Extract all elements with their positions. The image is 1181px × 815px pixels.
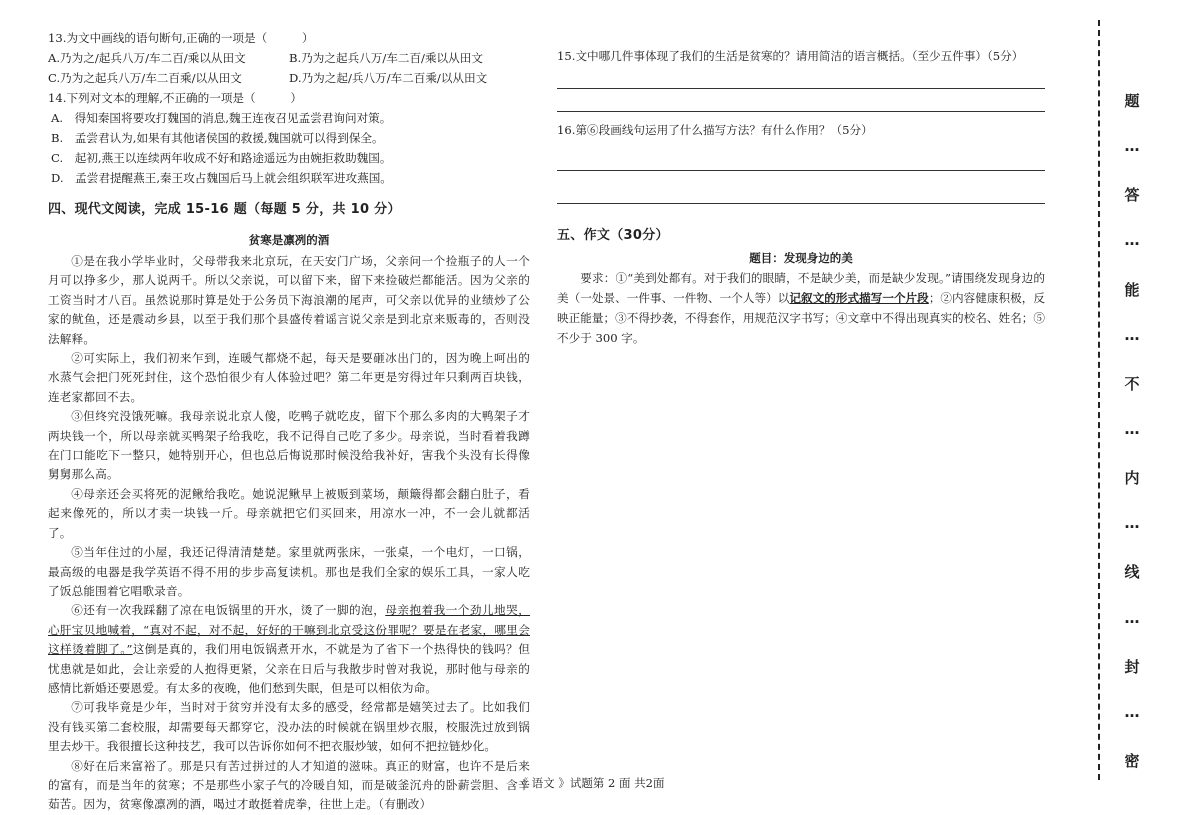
article-paragraph-3: ③但终究没饿死嘛。我母亲说北京人傻，吃鸭子就吃皮，留下个那么多肉的大鸭架子才两块钱一个，所以母亲就买鸭架子给我吃，我不记得自己吃了多少。母亲说，当时看着我蹲在门口能吃下一整只，她特别开心，但也总后悔说那时候没给我补好，害我个头没有长得像舅舅那么高。 bbox=[48, 409, 530, 482]
question-14 bbox=[48, 88, 530, 188]
article-paragraph-5: ⑤当年住过的小屋，我还记得清清楚楚。家里就两张床，一张桌，一个电灯，一口锅，最高级的电器是我学英语不得不用的步步高复读机。那也是我们全家的娱乐工具，一家人吃了饭总能围着它唱歌录音。 bbox=[48, 545, 530, 598]
article-title: 贫寒是凛冽的酒 bbox=[248, 233, 330, 247]
essay-requirements bbox=[557, 268, 1045, 348]
q16-stem: 16.第⑥段画线句运用了什么描写方法？有什么作用？（5分） bbox=[557, 123, 873, 137]
question-16 bbox=[557, 120, 1045, 204]
q15-answer-line-1[interactable] bbox=[557, 88, 1045, 89]
binding-char: 答 bbox=[1124, 186, 1140, 204]
binding-dashed-line bbox=[1098, 20, 1100, 780]
q16-answer-line-1[interactable] bbox=[557, 170, 1045, 171]
article-paragraph-1: ①是在我小学毕业时，父母带我来北京玩，在天安门广场，父亲问一个捡瓶子的人一个月可以挣多少，那人说两千。所以父亲说，可以留下来，留下来捡破烂都能活。因为父亲的工资当时才八百。虽然说那时算是处于公务员下海浪潮的尾声，可父亲以优异的业绩炒了公家的鱿鱼，还是震动乡县，以至于我们那个县盛传着谣言说父亲是到北京来贩毒的，否则没法解释。 bbox=[48, 254, 530, 346]
binding-char: … bbox=[1124, 420, 1140, 438]
q15-stem: 15.文中哪几件事体现了我们的生活是贫寒的？请用简洁的语言概括。（至少五件事）（5分） bbox=[557, 49, 1024, 63]
q15-answer-line-2[interactable] bbox=[557, 111, 1045, 112]
q16-answer-line-2[interactable] bbox=[557, 203, 1045, 204]
binding-char: … bbox=[1124, 609, 1140, 627]
binding-margin bbox=[1090, 10, 1160, 790]
page-footer: 《 语文 》试题第 2 面 共2面 bbox=[516, 776, 665, 790]
binding-char: 能 bbox=[1124, 281, 1140, 299]
section-5-heading: 五、作文（30分） bbox=[557, 228, 669, 243]
q14-option-d: D. 孟尝君提醒燕王,秦王攻占魏国后马上就会组织联军进攻燕国。 bbox=[51, 171, 392, 185]
q13-option-d: D.乃为之起/兵八万/车二百乘/以从田文 bbox=[289, 71, 488, 85]
binding-char: 不 bbox=[1124, 375, 1140, 393]
binding-char: 密 bbox=[1124, 752, 1140, 770]
binding-char: … bbox=[1124, 703, 1140, 721]
article bbox=[48, 230, 530, 815]
article-paragraph-7: ⑦可我毕竟是少年，当时对于贫穷并没有太多的感受，经常都是嬉笑过去了。比如我们没有钱买第二套校服，却需要每天都穿它，没办法的时候就在锅里炒衣服，校服洗过放到锅里去炒干。我很擅长这种技艺，我可以告诉你如何不把衣服炒皱，如何不把拉链炒化。 bbox=[48, 700, 530, 754]
right-column bbox=[557, 46, 1045, 348]
article-paragraph-2: ②可实际上，我们初来乍到，连暖气都烧不起，每天是要砸冰出门的，因为晚上呵出的水蒸气会把门死死封住，这个恐怕很少有人体验过吧？第二年更是穷得过年只剩两百块钱，连老家都回不去。 bbox=[48, 351, 530, 404]
section-4-heading: 四、现代文阅读，完成 15-16 题（每题 5 分，共 10 分） bbox=[48, 202, 401, 217]
binding-char: … bbox=[1124, 231, 1140, 249]
q13-option-a: A.乃为之/起兵八万/车二百/乘以从田文 bbox=[48, 51, 246, 65]
binding-char: 内 bbox=[1124, 469, 1140, 487]
q14-option-a: A. 得知秦国将要攻打魏国的消息,魏王连夜召见孟尝君询问对策。 bbox=[51, 111, 392, 125]
q13-option-b: B.乃为之起兵八万/车二百/乘以从田文 bbox=[289, 51, 483, 65]
question-15 bbox=[557, 46, 1045, 112]
article-paragraph-6 bbox=[48, 601, 530, 698]
binding-seal-text bbox=[1112, 90, 1152, 790]
essay-req-after: ；②内容健康积极，反映正能量；③不得抄袭，不得套作，用规范汉字书写；④文章中不得出现真实的校名、姓名；⑤不少于 300 字。 bbox=[557, 291, 1045, 345]
article-paragraph-8: ⑧好在后来富裕了。那是只有苦过拼过的人才知道的滋味。真正的财富，也许不是后来的富有，而是当年的贫寒；不是那些小家子气的冷暖自知，而是破釜沉舟的卧薪尝胆、含辛茹苦。因为，贫寒像凛冽的酒，喝过才敢挺着虎拳，往世上走。（有删改） bbox=[48, 758, 530, 812]
q13-option-c: C.乃为之起兵八万/车二百乘/以从田文 bbox=[48, 71, 242, 85]
p6-underlined-sentence: 母亲抱着我一个劲儿地哭，心肝宝贝地喊着，“真对不起，对不起，好好的干嘛到北京受这份罪呢？要是在老家，哪里会这样烫着脚了。” bbox=[48, 603, 531, 657]
q14-option-c: C. 起初,燕王以连续两年收成不好和路途遥远为由婉拒救助魏国。 bbox=[51, 151, 392, 165]
q14-option-b: B. 孟尝君认为,如果有其他诸侯国的救援,魏国就可以得到保全。 bbox=[51, 131, 384, 145]
binding-char: … bbox=[1124, 514, 1140, 532]
p6-text-after: 这倒是真的，我们用电饭锅煮开水，不就是为了省下一个热得快的钱吗？但忧患就是如此，会让亲爱的人抱得更紧，父亲在日后与我散步时曾对我说，那时他与母亲的感情比新婚还要恩爱。有太多的夜晚，他们愁到失眠，但是可以相依为命。 bbox=[48, 642, 530, 695]
essay-req-before: 要求：①“美到处都有。对于我们的眼睛，不是缺少美，而是缺少发现。”请围绕发现身边的美（一处景、一件事、一件物、一个人等）以 bbox=[557, 271, 1045, 305]
binding-char: 封 bbox=[1124, 658, 1140, 676]
binding-char: 题 bbox=[1124, 92, 1140, 110]
q14-stem: 14.下列对文本的理解,不正确的一项是（ ） bbox=[48, 91, 302, 105]
essay-req-emphasis: 记叙文的形式描写一个片段 bbox=[789, 291, 929, 305]
left-column bbox=[48, 28, 530, 815]
article-paragraph-4: ④母亲还会买将死的泥鳅给我吃。她说泥鳅早上被贩到菜场，颠簸得都会翻白肚子，看起来像死的，所以才卖一块钱一斤。母亲就把它们买回来，用凉水一冲，不一会儿就都活了。 bbox=[48, 486, 530, 540]
question-13 bbox=[48, 28, 530, 88]
binding-char: … bbox=[1124, 137, 1140, 155]
q13-stem: 13.为文中画线的语句断句,正确的一项是（ ） bbox=[48, 31, 314, 45]
p6-text-before: ⑥还有一次我踩翻了凉在电饭锅里的开水，烫了一脚的泡， bbox=[71, 603, 386, 618]
essay-title: 题目：发现身边的美 bbox=[749, 251, 853, 265]
binding-char: 线 bbox=[1124, 563, 1140, 581]
binding-char: … bbox=[1124, 326, 1140, 344]
